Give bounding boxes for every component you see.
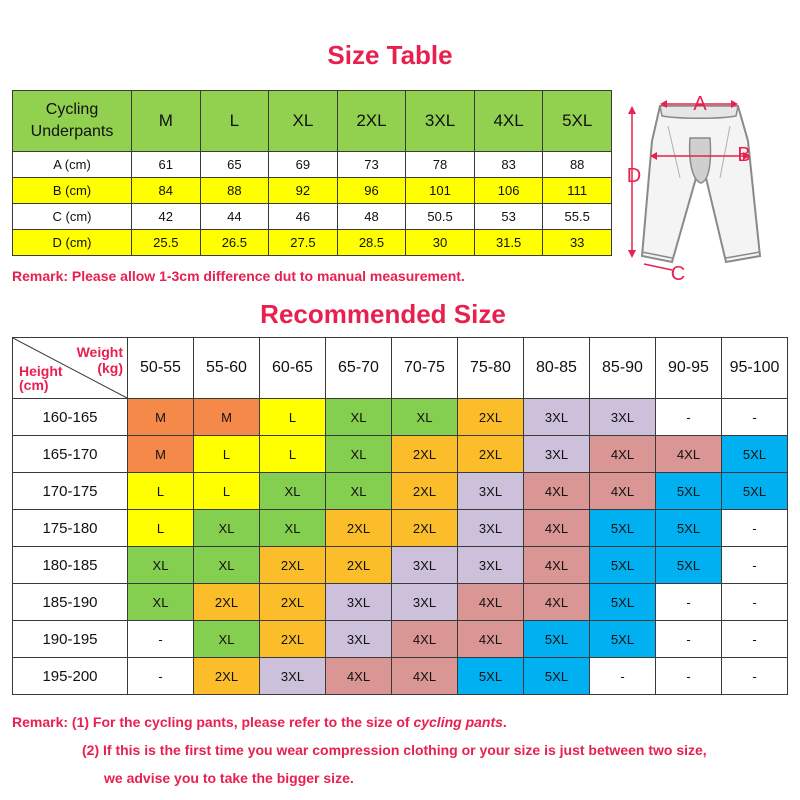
size-cell: 3XL — [524, 399, 590, 436]
size-cell: 5XL — [590, 547, 656, 584]
size-cell: 2XL — [326, 547, 392, 584]
remark-line-1-end: . — [502, 714, 507, 730]
pants-outline-icon — [642, 106, 760, 262]
height-range-label: 165-170 — [13, 436, 128, 473]
size-cell: XL — [326, 436, 392, 473]
height-row — [13, 621, 788, 658]
size-cell: - — [128, 658, 194, 695]
size-table-corner — [13, 91, 132, 152]
size-column-header: M — [132, 91, 201, 152]
height-range-label: 170-175 — [13, 473, 128, 510]
size-cell: - — [656, 584, 722, 621]
size-cell: - — [656, 399, 722, 436]
measurement-value: 84 — [132, 178, 201, 204]
measurement-value: 92 — [269, 178, 338, 204]
measurement-value: 101 — [406, 178, 475, 204]
size-cell: 5XL — [590, 584, 656, 621]
label-b: B — [737, 144, 751, 166]
size-cell: M — [194, 399, 260, 436]
size-cell: 4XL — [524, 510, 590, 547]
size-table-title: Size Table — [327, 40, 453, 70]
measurement-value: 83 — [474, 152, 543, 178]
size-cell: 5XL — [458, 658, 524, 695]
size-cell: 5XL — [524, 621, 590, 658]
measurement-value: 61 — [132, 152, 201, 178]
height-row — [13, 436, 788, 473]
height-corner-label — [19, 364, 63, 392]
measurement-value: 48 — [337, 204, 406, 230]
recommended-size-body — [13, 399, 788, 695]
height-label: Height — [19, 363, 63, 379]
size-cell: 5XL — [722, 436, 788, 473]
measurement-value: 30 — [406, 230, 475, 256]
size-cell: L — [128, 473, 194, 510]
size-cell: - — [722, 547, 788, 584]
weight-column-header: 90-95 — [656, 338, 722, 399]
size-cell: 2XL — [392, 510, 458, 547]
measurement-value: 33 — [543, 230, 612, 256]
size-column-header: XL — [269, 91, 338, 152]
header-label-line2: Underpants — [30, 123, 114, 140]
size-cell: XL — [392, 399, 458, 436]
size-column-header: 4XL — [474, 91, 543, 152]
size-column-header: 3XL — [406, 91, 475, 152]
measurement-value: 69 — [269, 152, 338, 178]
size-column-header: L — [200, 91, 269, 152]
size-column-header: 5XL — [543, 91, 612, 152]
size-cell: 2XL — [194, 658, 260, 695]
size-cell: 2XL — [260, 547, 326, 584]
size-cell: - — [656, 621, 722, 658]
height-range-label: 190-195 — [13, 621, 128, 658]
size-cell: 3XL — [392, 547, 458, 584]
measurement-value: 27.5 — [269, 230, 338, 256]
height-row — [13, 399, 788, 436]
size-cell: XL — [194, 547, 260, 584]
size-cell: 2XL — [260, 621, 326, 658]
size-cell: 5XL — [722, 473, 788, 510]
size-cell: 5XL — [590, 621, 656, 658]
measurement-value: 42 — [132, 204, 201, 230]
rec-table-corner — [13, 338, 128, 399]
size-cell: 3XL — [260, 658, 326, 695]
weight-column-header: 50-55 — [128, 338, 194, 399]
size-cell: 4XL — [458, 621, 524, 658]
size-cell: 2XL — [458, 436, 524, 473]
height-range-label: 175-180 — [13, 510, 128, 547]
size-cell: L — [128, 510, 194, 547]
size-cell: 5XL — [656, 510, 722, 547]
height-row — [13, 547, 788, 584]
height-range-label: 180-185 — [13, 547, 128, 584]
remark-line-1-italic: cycling pants — [413, 714, 503, 730]
height-range-label: 195-200 — [13, 658, 128, 695]
measurement-remark: Remark: Please allow 1-3cm difference dut to manual measurement. — [12, 268, 465, 284]
weight-column-header: 65-70 — [326, 338, 392, 399]
weight-unit: (kg) — [97, 360, 123, 376]
size-table-row — [13, 152, 612, 178]
measurement-value: 65 — [200, 152, 269, 178]
size-cell: 3XL — [326, 584, 392, 621]
measurement-value: 46 — [269, 204, 338, 230]
height-row — [13, 658, 788, 695]
size-cell: M — [128, 436, 194, 473]
size-cell: XL — [194, 510, 260, 547]
size-cell: XL — [260, 510, 326, 547]
weight-column-header: 80-85 — [524, 338, 590, 399]
weight-header-row — [13, 338, 788, 399]
weight-column-header: 70-75 — [392, 338, 458, 399]
size-cell: M — [128, 399, 194, 436]
weight-column-header: 60-65 — [260, 338, 326, 399]
remark-line-1 — [12, 714, 507, 730]
size-cell: 3XL — [458, 547, 524, 584]
size-cell: 3XL — [392, 584, 458, 621]
size-cell: 4XL — [524, 473, 590, 510]
measurement-value: 111 — [543, 178, 612, 204]
size-cell: 4XL — [590, 436, 656, 473]
size-cell: 4XL — [458, 584, 524, 621]
measurement-value: 44 — [200, 204, 269, 230]
label-d: D — [626, 165, 642, 187]
size-cell: 4XL — [590, 473, 656, 510]
weight-column-header: 85-90 — [590, 338, 656, 399]
measurement-value: 78 — [406, 152, 475, 178]
measurement-label: C (cm) — [13, 204, 132, 230]
size-cell: XL — [194, 621, 260, 658]
height-range-label: 160-165 — [13, 399, 128, 436]
weight-column-header: 75-80 — [458, 338, 524, 399]
size-table-row — [13, 178, 612, 204]
size-cell: L — [194, 436, 260, 473]
size-cell: XL — [128, 547, 194, 584]
measurement-value: 50.5 — [406, 204, 475, 230]
size-table — [12, 90, 612, 256]
size-cell: - — [722, 584, 788, 621]
measurement-value: 28.5 — [337, 230, 406, 256]
size-cell: XL — [128, 584, 194, 621]
size-cell: 2XL — [326, 510, 392, 547]
weight-column-header: 95-100 — [722, 338, 788, 399]
remark-line-2: (2) If this is the first time you wear compression clothing or your size is just between two size, — [82, 742, 707, 758]
size-cell: 3XL — [458, 473, 524, 510]
header-label-line1: Cycling — [45, 101, 99, 118]
measurement-value: 106 — [474, 178, 543, 204]
size-cell: 3XL — [458, 510, 524, 547]
measurement-value: 26.5 — [200, 230, 269, 256]
size-cell: 4XL — [524, 584, 590, 621]
measurement-value: 31.5 — [474, 230, 543, 256]
weight-column-header: 55-60 — [194, 338, 260, 399]
label-c: C — [670, 263, 686, 282]
size-cell: 5XL — [524, 658, 590, 695]
size-table-row — [13, 230, 612, 256]
measurement-value: 88 — [200, 178, 269, 204]
size-cell: L — [260, 436, 326, 473]
size-cell: 5XL — [656, 547, 722, 584]
size-cell: XL — [326, 473, 392, 510]
measurement-value: 55.5 — [543, 204, 612, 230]
measure-arrow-c — [644, 264, 672, 270]
size-cell: 2XL — [260, 584, 326, 621]
size-cell: 4XL — [326, 658, 392, 695]
height-row — [13, 584, 788, 621]
recommended-size-title: Recommended Size — [260, 299, 506, 329]
size-cell: 5XL — [590, 510, 656, 547]
size-cell: L — [260, 399, 326, 436]
size-cell: - — [128, 621, 194, 658]
size-cell: 2XL — [458, 399, 524, 436]
size-cell: 2XL — [194, 584, 260, 621]
size-cell: XL — [326, 399, 392, 436]
weight-label: Weight — [76, 344, 123, 360]
size-cell: XL — [260, 473, 326, 510]
size-cell: - — [722, 510, 788, 547]
size-table-row — [13, 204, 612, 230]
size-cell: L — [194, 473, 260, 510]
size-cell: - — [590, 658, 656, 695]
measurement-label: D (cm) — [13, 230, 132, 256]
size-cell: - — [722, 399, 788, 436]
size-cell: 3XL — [524, 436, 590, 473]
measurement-value: 73 — [337, 152, 406, 178]
remark-line-1-text: Remark: (1) For the cycling pants, please refer to the size of — [12, 714, 414, 730]
measurement-label: B (cm) — [13, 178, 132, 204]
height-row — [13, 510, 788, 547]
recommended-size-table — [12, 337, 788, 695]
label-a: A — [693, 93, 707, 115]
size-cell: 2XL — [392, 436, 458, 473]
pants-measurement-diagram — [620, 86, 792, 282]
size-cell: - — [656, 658, 722, 695]
measurement-value: 25.5 — [132, 230, 201, 256]
weight-corner-label — [77, 344, 123, 376]
size-cell: 4XL — [524, 547, 590, 584]
height-row — [13, 473, 788, 510]
size-cell: 5XL — [656, 473, 722, 510]
size-cell: 3XL — [326, 621, 392, 658]
measurement-label: A (cm) — [13, 152, 132, 178]
size-table-header-row — [13, 91, 612, 152]
size-cell: - — [722, 621, 788, 658]
measurement-value: 88 — [543, 152, 612, 178]
measurement-value: 96 — [337, 178, 406, 204]
size-cell: 3XL — [590, 399, 656, 436]
height-range-label: 185-190 — [13, 584, 128, 621]
height-unit: (cm) — [19, 377, 49, 393]
size-column-header: 2XL — [337, 91, 406, 152]
measurement-value: 53 — [474, 204, 543, 230]
size-cell: - — [722, 658, 788, 695]
remark-line-3: we advise you to take the bigger size. — [104, 770, 354, 786]
size-cell: 4XL — [392, 621, 458, 658]
size-cell: 4XL — [392, 658, 458, 695]
size-cell: 2XL — [392, 473, 458, 510]
size-cell: 4XL — [656, 436, 722, 473]
